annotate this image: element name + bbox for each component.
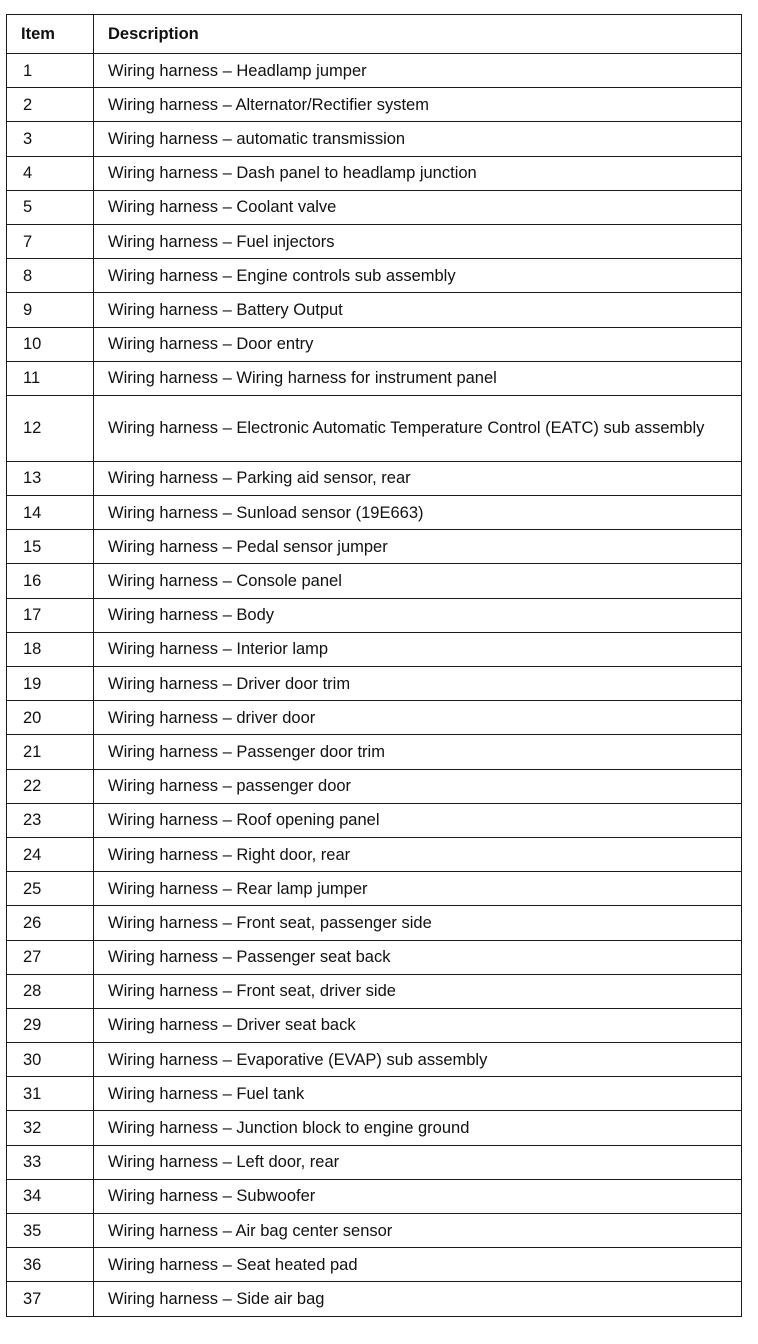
table-row <box>7 156 742 190</box>
description-column-header: Description <box>94 15 742 54</box>
item-number-cell: 29 <box>7 1008 94 1042</box>
description-cell: Wiring harness – Electronic Automatic Temperature Control (EATC) sub assembly <box>94 395 742 461</box>
description-cell: Wiring harness – Console panel <box>94 564 742 598</box>
table-row <box>7 1248 742 1282</box>
item-number-cell: 13 <box>7 461 94 495</box>
description-cell: Wiring harness – Engine controls sub assembly <box>94 259 742 293</box>
item-number-cell: 12 <box>7 395 94 461</box>
description-cell: Wiring harness – Rear lamp jumper <box>94 872 742 906</box>
item-number-cell: 11 <box>7 361 94 395</box>
table-row <box>7 530 742 564</box>
description-cell: Wiring harness – Front seat, passenger side <box>94 906 742 940</box>
table-row <box>7 1111 742 1145</box>
table-row <box>7 1145 742 1179</box>
item-number-cell: 30 <box>7 1043 94 1077</box>
description-cell: Wiring harness – Front seat, driver side <box>94 974 742 1008</box>
table-row <box>7 1282 742 1316</box>
item-number-cell: 35 <box>7 1214 94 1248</box>
table-row <box>7 769 742 803</box>
item-number-cell: 14 <box>7 496 94 530</box>
description-cell: Wiring harness – Driver door trim <box>94 667 742 701</box>
description-cell: Wiring harness – Alternator/Rectifier system <box>94 88 742 122</box>
item-number-cell: 17 <box>7 598 94 632</box>
table-row <box>7 1008 742 1042</box>
table-row <box>7 598 742 632</box>
table-row <box>7 735 742 769</box>
item-number-cell: 34 <box>7 1179 94 1213</box>
item-number-cell: 15 <box>7 530 94 564</box>
item-number-cell: 23 <box>7 803 94 837</box>
description-cell: Wiring harness – Battery Output <box>94 293 742 327</box>
item-number-cell: 22 <box>7 769 94 803</box>
table-row <box>7 122 742 156</box>
item-number-cell: 4 <box>7 156 94 190</box>
table-header-row <box>7 15 742 54</box>
description-cell: Wiring harness – Seat heated pad <box>94 1248 742 1282</box>
description-cell: Wiring harness – Parking aid sensor, rear <box>94 461 742 495</box>
description-cell: Wiring harness – Passenger door trim <box>94 735 742 769</box>
item-number-cell: 25 <box>7 872 94 906</box>
item-number-cell: 1 <box>7 54 94 88</box>
table-row <box>7 872 742 906</box>
wiring-harness-table <box>6 14 742 1317</box>
description-cell: Wiring harness – Coolant valve <box>94 190 742 224</box>
description-cell: Wiring harness – Headlamp jumper <box>94 54 742 88</box>
item-number-cell: 37 <box>7 1282 94 1316</box>
table-row <box>7 327 742 361</box>
item-number-cell: 28 <box>7 974 94 1008</box>
table-row <box>7 293 742 327</box>
description-cell: Wiring harness – Fuel injectors <box>94 224 742 258</box>
table-row <box>7 224 742 258</box>
table-row <box>7 974 742 1008</box>
table-row <box>7 906 742 940</box>
item-number-cell: 26 <box>7 906 94 940</box>
description-cell: Wiring harness – Driver seat back <box>94 1008 742 1042</box>
description-cell: Wiring harness – Pedal sensor jumper <box>94 530 742 564</box>
item-number-cell: 7 <box>7 224 94 258</box>
table-row <box>7 259 742 293</box>
table-row <box>7 395 742 461</box>
table-row <box>7 837 742 871</box>
description-cell: Wiring harness – driver door <box>94 701 742 735</box>
description-cell: Wiring harness – Interior lamp <box>94 632 742 666</box>
table-row <box>7 701 742 735</box>
description-cell: Wiring harness – Subwoofer <box>94 1179 742 1213</box>
description-cell: Wiring harness – Door entry <box>94 327 742 361</box>
description-cell: Wiring harness – Junction block to engine ground <box>94 1111 742 1145</box>
description-cell: Wiring harness – Left door, rear <box>94 1145 742 1179</box>
description-cell: Wiring harness – Evaporative (EVAP) sub assembly <box>94 1043 742 1077</box>
description-cell: Wiring harness – Body <box>94 598 742 632</box>
table-row <box>7 632 742 666</box>
item-number-cell: 27 <box>7 940 94 974</box>
table-row <box>7 1077 742 1111</box>
item-number-cell: 8 <box>7 259 94 293</box>
item-number-cell: 3 <box>7 122 94 156</box>
table-row <box>7 190 742 224</box>
description-cell: Wiring harness – Dash panel to headlamp junction <box>94 156 742 190</box>
table-row <box>7 1043 742 1077</box>
table-row <box>7 564 742 598</box>
description-cell: Wiring harness – passenger door <box>94 769 742 803</box>
description-cell: Wiring harness – Roof opening panel <box>94 803 742 837</box>
item-number-cell: 19 <box>7 667 94 701</box>
item-number-cell: 31 <box>7 1077 94 1111</box>
description-cell: Wiring harness – Sunload sensor (19E663) <box>94 496 742 530</box>
item-number-cell: 2 <box>7 88 94 122</box>
item-number-cell: 16 <box>7 564 94 598</box>
table-body <box>7 54 742 1317</box>
table-row <box>7 803 742 837</box>
table-row <box>7 667 742 701</box>
table-row <box>7 1214 742 1248</box>
item-number-cell: 24 <box>7 837 94 871</box>
table-row <box>7 496 742 530</box>
item-number-cell: 10 <box>7 327 94 361</box>
description-cell: Wiring harness – Wiring harness for instrument panel <box>94 361 742 395</box>
item-number-cell: 9 <box>7 293 94 327</box>
item-number-cell: 20 <box>7 701 94 735</box>
description-cell: Wiring harness – Right door, rear <box>94 837 742 871</box>
item-column-header: Item <box>7 15 94 54</box>
table-row <box>7 361 742 395</box>
description-cell: Wiring harness – Air bag center sensor <box>94 1214 742 1248</box>
description-cell: Wiring harness – automatic transmission <box>94 122 742 156</box>
description-cell: Wiring harness – Passenger seat back <box>94 940 742 974</box>
table-row <box>7 1179 742 1213</box>
table-row <box>7 940 742 974</box>
table-row <box>7 461 742 495</box>
table-row <box>7 88 742 122</box>
item-number-cell: 33 <box>7 1145 94 1179</box>
item-number-cell: 18 <box>7 632 94 666</box>
description-cell: Wiring harness – Fuel tank <box>94 1077 742 1111</box>
item-number-cell: 32 <box>7 1111 94 1145</box>
item-number-cell: 21 <box>7 735 94 769</box>
item-number-cell: 5 <box>7 190 94 224</box>
description-cell: Wiring harness – Side air bag <box>94 1282 742 1316</box>
table-row <box>7 54 742 88</box>
item-number-cell: 36 <box>7 1248 94 1282</box>
